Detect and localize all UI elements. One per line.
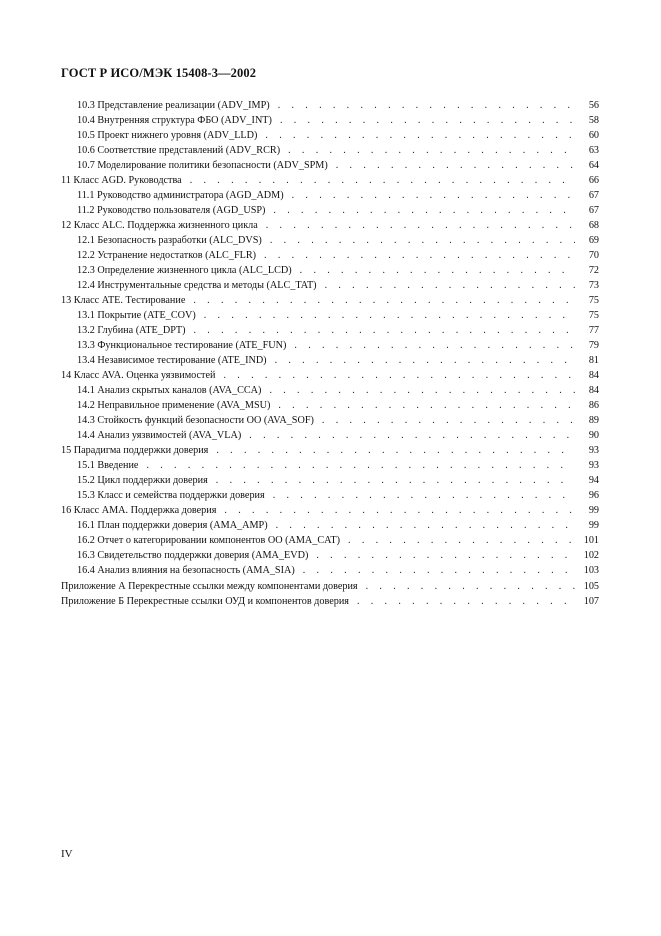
toc-entry-title: 15 Парадигма поддержки доверия: [61, 445, 209, 457]
toc-entry[interactable]: [61, 443, 599, 458]
toc-entry[interactable]: [61, 158, 599, 173]
dot-leader: [288, 143, 575, 158]
toc-entry[interactable]: [61, 293, 599, 308]
toc-entry[interactable]: [61, 518, 599, 533]
toc-entry-page: 70: [588, 250, 599, 262]
toc-entry-page: 63: [588, 145, 599, 157]
dot-leader: [194, 323, 576, 338]
dot-leader: [146, 458, 575, 473]
toc-entry-page: 67: [588, 190, 599, 202]
toc-entry-page: 73: [588, 280, 599, 292]
toc-entry-title: 15.2 Цикл поддержки доверия: [77, 475, 208, 487]
toc-entry-page: 90: [588, 430, 599, 442]
toc-entry-page: 58: [588, 115, 599, 127]
toc-entry[interactable]: [61, 188, 599, 203]
toc-entry-page: 86: [588, 400, 599, 412]
document-header: ГОСТ Р ИСО/МЭК 15408-3—2002: [61, 66, 257, 80]
dot-leader: [216, 473, 575, 488]
toc-entry-page: 99: [588, 520, 599, 532]
toc-entry-title: 11 Класс AGD. Руководства: [61, 175, 182, 187]
toc-entry[interactable]: [61, 473, 599, 488]
toc-entry[interactable]: [61, 143, 599, 158]
dot-leader: [366, 579, 575, 594]
toc-entry[interactable]: [61, 263, 599, 278]
dot-leader: [294, 338, 575, 353]
dot-leader: [190, 173, 575, 188]
toc-entry[interactable]: [61, 398, 599, 413]
toc-entry-title: 16.2 Отчет о категорировании компонентов ОО (AMA_CAT): [77, 535, 341, 547]
toc-entry-page: 68: [588, 220, 599, 232]
toc-entry[interactable]: [61, 173, 599, 188]
toc-entry[interactable]: [61, 278, 599, 293]
dot-leader: [322, 413, 575, 428]
toc-entry-title: 12 Класс ALC. Поддержка жизненного цикла: [61, 220, 258, 232]
dot-leader: [273, 203, 575, 218]
dot-leader: [273, 488, 575, 503]
toc-entry-title: Приложение А Перекрестные ссылки между компонентами доверия: [61, 580, 358, 592]
toc-entry[interactable]: [61, 323, 599, 338]
toc-entry[interactable]: [61, 98, 599, 113]
toc-entry[interactable]: [61, 594, 599, 609]
toc-entry-page: 99: [588, 505, 599, 517]
toc-entry-page: 60: [588, 130, 599, 142]
toc-entry-title: 10.4 Внутренняя структура ФБО (ADV_INT): [77, 115, 272, 127]
toc-entry[interactable]: [61, 113, 599, 128]
dot-leader: [265, 128, 575, 143]
toc-entry-title: 16 Класс AMA. Поддержка доверия: [61, 505, 217, 517]
toc-entry-title: 13.3 Функциональное тестирование (ATE_FUN): [77, 340, 287, 352]
toc-entry-page: 102: [583, 550, 599, 562]
toc-entry[interactable]: [61, 579, 599, 594]
toc-entry-title: 10.6 Соответствие представлений (ADV_RCR): [77, 145, 281, 157]
toc-entry-title: 10.3 Представление реализации (ADV_IMP): [77, 100, 270, 111]
toc-entry-page: 66: [588, 175, 599, 187]
toc-entry-page: 67: [588, 205, 599, 217]
toc-entry-title: 13.4 Независимое тестирование (ATE_IND): [77, 355, 267, 367]
dot-leader: [300, 263, 575, 278]
toc-entry[interactable]: [61, 533, 599, 548]
dot-leader: [204, 308, 575, 323]
toc-entry-page: 75: [588, 295, 599, 307]
toc-entry-title: 15.3 Класс и семейства поддержки доверия: [77, 490, 265, 502]
dot-leader: [280, 113, 575, 128]
toc-entry-page: 93: [588, 445, 599, 457]
toc-entry-title: 14 Класс AVA. Оценка уязвимостей: [61, 370, 216, 382]
dot-leader: [275, 353, 575, 368]
toc-entry[interactable]: [61, 563, 599, 578]
toc-entry-page: 107: [583, 595, 599, 607]
toc-entry[interactable]: [61, 248, 599, 263]
toc-entry-page: 79: [588, 340, 599, 352]
dot-leader: [278, 398, 575, 413]
toc-entry-title: Приложение Б Перекрестные ссылки ОУД и компонентов доверия: [61, 595, 349, 607]
toc-entry-title: 12.1 Безопасность разработки (ALC_DVS): [77, 235, 262, 247]
dot-leader: [223, 368, 575, 383]
toc-entry-title: 14.3 Стойкость функций безопасности ОО (AVA_SOF): [77, 415, 314, 427]
toc-entry-page: 69: [588, 235, 599, 247]
toc-entry-page: 84: [588, 385, 599, 397]
dot-leader: [270, 233, 575, 248]
toc-entry[interactable]: [61, 233, 599, 248]
dot-leader: [216, 443, 575, 458]
toc-entry[interactable]: [61, 128, 599, 143]
dot-leader: [278, 98, 575, 113]
toc-entry-page: 72: [588, 265, 599, 277]
toc-entry-page: 105: [583, 580, 599, 592]
toc-entry-title: 12.3 Определение жизненного цикла (ALC_LCD): [77, 265, 292, 277]
toc-entry-page: 81: [588, 355, 599, 367]
toc-entry-page: 64: [588, 160, 599, 172]
toc-entry-title: 13.1 Покрытие (ATE_COV): [77, 310, 196, 322]
toc-entry[interactable]: [61, 488, 599, 503]
toc-entry[interactable]: [61, 503, 599, 518]
toc-entry-title: 11.1 Руководство администратора (AGD_ADM): [77, 190, 284, 202]
toc-entry[interactable]: [61, 218, 599, 233]
toc-entry[interactable]: [61, 308, 599, 323]
toc-entry[interactable]: [61, 413, 599, 428]
dot-leader: [276, 518, 575, 533]
dot-leader: [249, 428, 575, 443]
toc-entry-page: 89: [588, 415, 599, 427]
dot-leader: [325, 278, 575, 293]
toc-entry[interactable]: [61, 338, 599, 353]
toc-entry-page: 75: [588, 310, 599, 322]
dot-leader: [303, 563, 575, 578]
dot-leader: [266, 218, 575, 233]
toc-entry-page: 103: [583, 565, 599, 577]
toc-entry-title: 15.1 Введение: [77, 460, 139, 472]
toc-entry-title: 14.1 Анализ скрытых каналов (AVA_CCA): [77, 385, 262, 397]
toc-entry[interactable]: [61, 428, 599, 443]
toc-entry-title: 12.4 Инструментальные средства и методы (ALC_TAT): [77, 280, 317, 292]
toc-entry-title: 13.2 Глубина (ATE_DPT): [77, 325, 186, 337]
toc-entry-page: 93: [588, 460, 599, 472]
toc-entry-title: 16.3 Свидетельство поддержки доверия (AMA_EVD): [77, 550, 309, 562]
toc-entry-page: 94: [588, 475, 599, 487]
toc-entry-title: 16.1 План поддержки доверия (AMA_AMP): [77, 520, 268, 532]
dot-leader: [264, 248, 575, 263]
toc-entry-page: 84: [588, 370, 599, 382]
toc-entry-title: 14.4 Анализ уязвимостей (AVA_VLA): [77, 430, 242, 442]
dot-leader: [269, 383, 575, 398]
toc-entry-page: 101: [583, 535, 599, 547]
toc-entry[interactable]: [61, 458, 599, 473]
toc-entry-title: 12.2 Устранение недостатков (ALC_FLR): [77, 250, 257, 262]
toc-entry-title: 13 Класс ATE. Тестирование: [61, 295, 186, 307]
toc-entry-title: 11.2 Руководство пользователя (AGD_USP): [77, 205, 266, 217]
toc-entry-page: 96: [588, 490, 599, 502]
toc-entry[interactable]: [61, 203, 599, 218]
toc-entry-title: 16.4 Анализ влияния на безопасность (AMA_SIA): [77, 565, 295, 577]
dot-leader: [193, 293, 575, 308]
dot-leader: [336, 158, 575, 173]
toc-entry[interactable]: [61, 368, 599, 383]
toc-entry-page: 56: [588, 100, 599, 111]
dot-leader: [224, 503, 575, 518]
toc-entry-title: 10.7 Моделирование политики безопасности (ADV_SPM): [77, 160, 328, 172]
dot-leader: [292, 188, 575, 203]
toc-entry[interactable]: [61, 548, 599, 563]
toc-entry[interactable]: [61, 353, 599, 368]
dot-leader: [348, 533, 575, 548]
toc-entry-title: 10.5 Проект нижнего уровня (ADV_LLD): [77, 130, 258, 142]
toc-entry[interactable]: [61, 383, 599, 398]
toc-entry-page: 77: [588, 325, 599, 337]
toc-entry-title: 14.2 Неправильное применение (AVA_MSU): [77, 400, 271, 412]
page-number-footer: IV: [61, 848, 73, 860]
dot-leader: [357, 594, 575, 609]
table-of-contents: [61, 98, 599, 609]
dot-leader: [316, 548, 575, 563]
